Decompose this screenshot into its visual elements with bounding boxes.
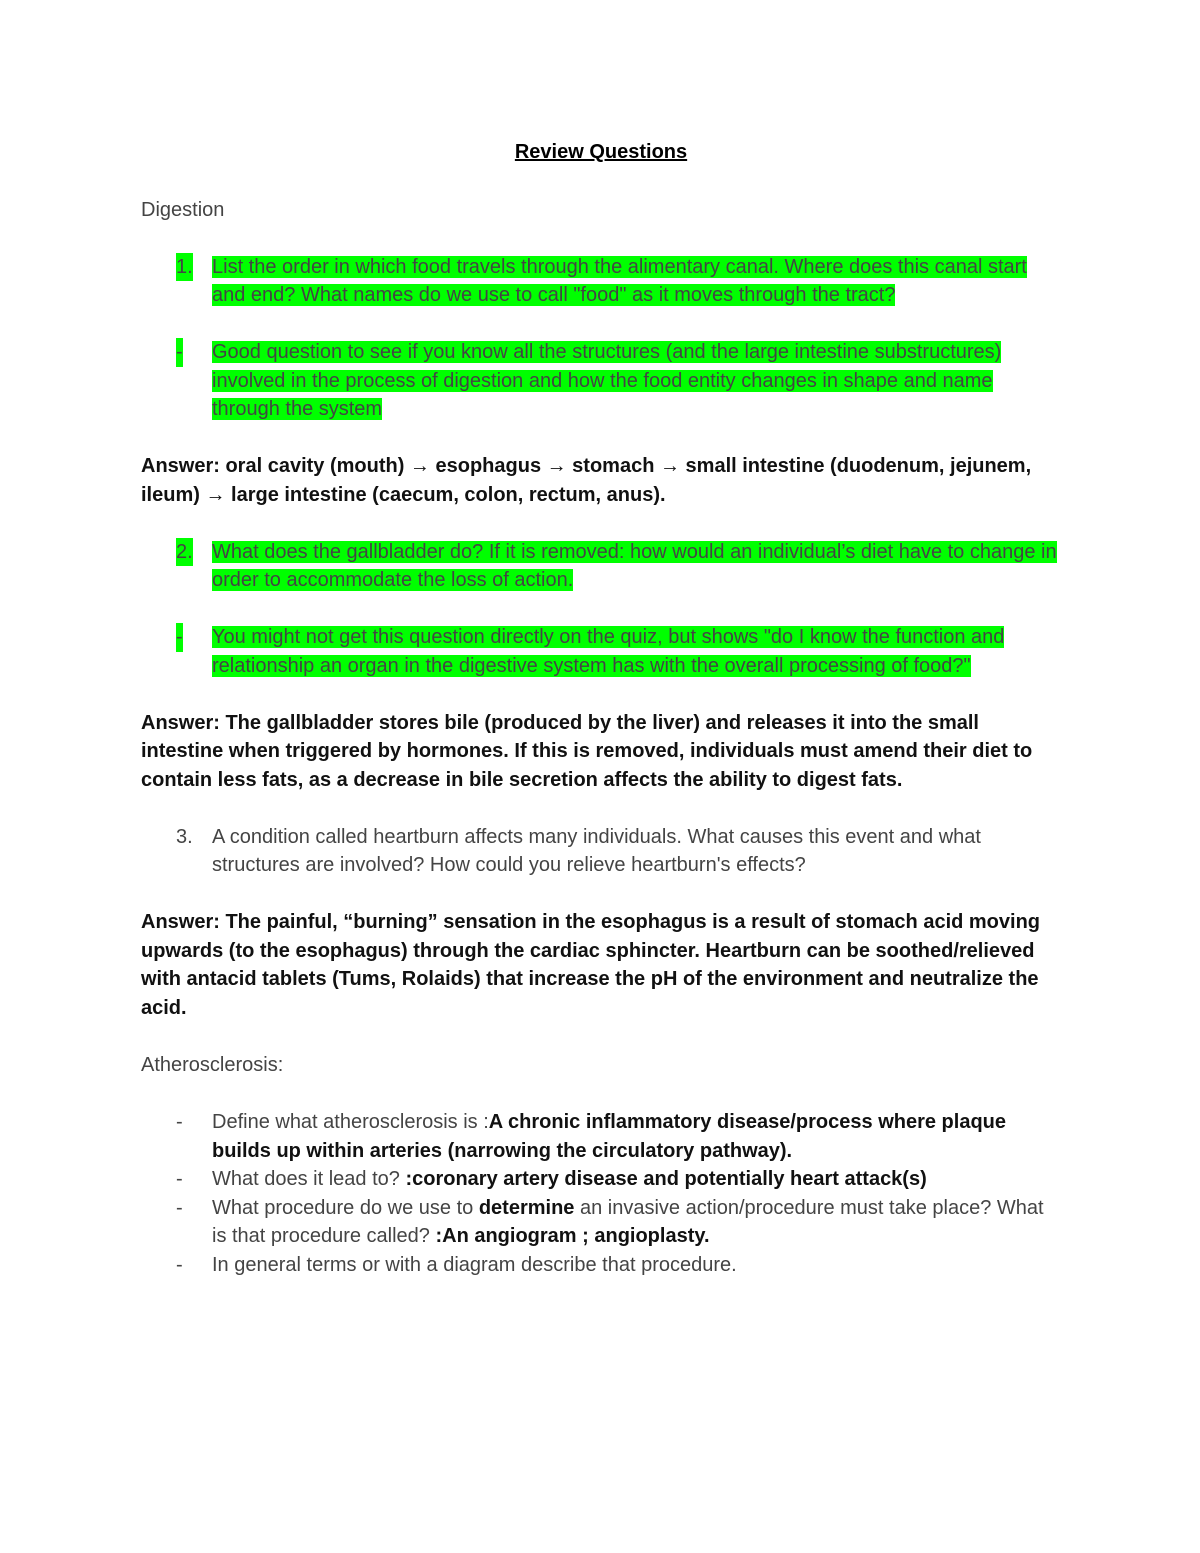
answer-3: Answer: The painful, “burning” sensation in the esophagus is a result of stomach acid moving upwards (to the esophagus) through the cardiac sphincter. Heartburn can be soothed/relieved with antacid tablets (Tums, Rolaids) that increase the pH of the environment and neutralize the acid. [141, 911, 1041, 1019]
list-marker: - [176, 338, 183, 367]
list-marker: - [176, 1111, 183, 1133]
item-answer: :An angiogram ; angioplasty. [435, 1225, 710, 1247]
list-marker: 2. [176, 538, 193, 567]
item-prefix: Define what atherosclerosis is : [212, 1111, 489, 1133]
question-1-text: List the order in which food travels through the alimentary canal. Where does this canal start and end? What names do we use to call "food" as it moves through the tract? [212, 255, 1027, 306]
document-title: Review Questions [514, 141, 688, 163]
list-marker: 1. [176, 253, 193, 282]
question-1 [141, 253, 1061, 310]
list-marker: - [176, 623, 183, 652]
answer-1: Answer: oral cavity (mouth) → esophagus → stomach → small intestine (duodenum, jejunem, ileum) → large intestine (caecum, colon, rectum, anus). [141, 455, 1032, 506]
atherosclerosis-list [141, 1108, 1061, 1279]
list-item [141, 1108, 1061, 1165]
question-1-note-text: Good question to see if you know all the structures (and the large intestine substructures) involved in the process of digestion and how the food entity changes in shape and name through the system [212, 341, 1002, 420]
document-page [141, 138, 1061, 1279]
question-2-text: What does the gallbladder do? If it is removed: how would an individual’s diet have to change in order to accommodate the loss of action. [212, 540, 1057, 591]
list-item [141, 1165, 1061, 1194]
list-marker: 3. [176, 825, 193, 848]
section-heading-digestion: Digestion [141, 198, 225, 221]
list-item [141, 1251, 1061, 1280]
question-2-note [141, 623, 1061, 680]
answer-2: Answer: The gallbladder stores bile (produced by the liver) and releases it into the small intestine when triggered by hormones. If this is removed, individuals must amend their diet to contain less fats, as a decrease in bile secretion affects the ability to digest fats. [141, 711, 1033, 791]
section-heading-atherosclerosis: Atherosclerosis: [141, 1054, 284, 1076]
list-marker: - [176, 1253, 183, 1276]
list-marker: - [176, 1196, 183, 1219]
item-prefix: In general terms or with a diagram describe that procedure. [212, 1253, 737, 1276]
item-prefix: What does it lead to? [212, 1168, 406, 1190]
question-1-note [141, 338, 1061, 424]
list-marker: - [176, 1168, 183, 1190]
list-item [141, 1194, 1061, 1251]
item-emphasis: determine [478, 1196, 575, 1219]
question-2-note-text: You might not get this question directly on the quiz, but shows "do I know the function and relationship an organ in the digestive system has with the overall processing of food?" [212, 626, 1005, 677]
item-answer: :coronary artery disease and potentially heart attack(s) [405, 1168, 927, 1190]
item-middle: an invasive action/procedure must take place? What is that procedure called? [212, 1196, 1044, 1247]
item-prefix: What procedure do we use to [212, 1196, 479, 1219]
question-3-text: A condition called heartburn affects many individuals. What causes this event and what structures are involved? How could you relieve heartburn's effects? [212, 825, 981, 876]
item-answer: A chronic inflammatory disease/process where plaque builds up within arteries (narrowing the circulatory pathway). [212, 1111, 1007, 1162]
question-2 [141, 538, 1061, 595]
question-3 [141, 823, 1061, 880]
